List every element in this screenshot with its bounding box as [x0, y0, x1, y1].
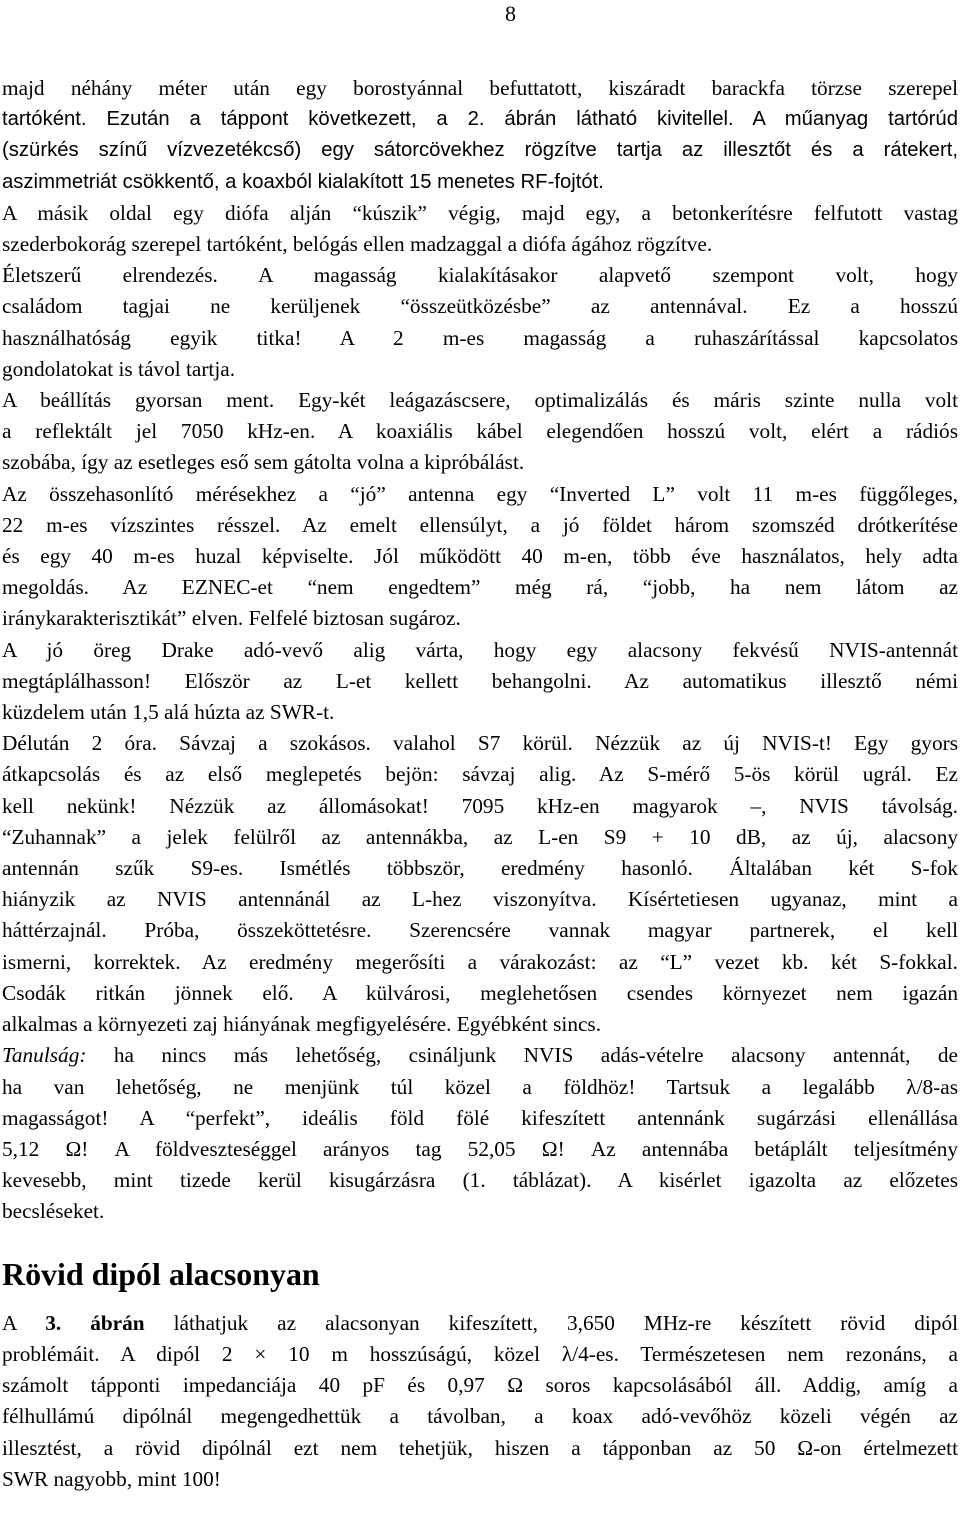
text-line: alkalmas a környezeti zaj hiányának megfigyelésére. Egyébként sincs.	[2, 1012, 602, 1037]
text-line: megoldás. Az EZNEC-et “nem engedtem” még rá, “jobb, ha nem látom az	[2, 575, 958, 600]
text-line: antennán szűk S9-es. Ismétlés többször, eredmény hasonló. Általában két S-fok	[2, 856, 958, 881]
text-line: tartóként. Ezután a táppont következett, a 2. ábrán látható kivitellel. A műanyag tartórúd	[2, 108, 958, 131]
text-line: A másik oldal egy diófa alján “kúszik” végig, majd egy, a betonkerítésre felfutott vastag	[2, 200, 958, 225]
text-line: “Zuhannak” a jelek felülről az antennákba, az L-en S9 + 10 dB, az új, alacsony	[2, 824, 958, 849]
paragraph-afternoon	[2, 728, 958, 1040]
text-line: szobába, így az esetleges eső sem gátolta volna a kipróbálást.	[2, 450, 525, 475]
text-line: 22 m-es vízszintes résszel. Az emelt ellensúlyt, a jó földet három szomszéd drótkerítése	[2, 512, 958, 537]
figure-ref-prefix: A	[2, 1310, 46, 1335]
text-line: ha van lehetőség, ne menjünk túl közel a földhöz! Tartsuk a legalább λ/8-as	[2, 1074, 958, 1099]
text-line: kevesebb, mint tizede kerül kisugárzásra (1. táblázat). A kisérlet igazolta az előzetes	[2, 1168, 958, 1193]
text-line: A beállítás gyorsan ment. Egy-két leágazáscsere, optimalizálás és máris szinte nulla volt	[2, 388, 958, 413]
text-line: Délután 2 óra. Sávzaj a szokásos. valahol S7 körül. Nézzük az új NVIS-t! Egy gyors	[2, 731, 958, 756]
paragraph-continuation	[2, 73, 958, 198]
text-line: kell nekünk! Nézzük az állomásokat! 7095 kHz-en magyarok –, NVIS távolság.	[2, 793, 958, 818]
paragraph-lesson	[2, 1040, 958, 1227]
text-line: ismerni, korrektek. Az eredmény megerősíti a várakozást: az “L” vezet kb. két S-fokkal.	[2, 949, 958, 974]
text-line	[2, 1040, 958, 1071]
text-line: és egy 40 m-es huzal képviselte. Jól működött 40 m-en, több éve használatos, hely adta	[2, 544, 958, 569]
text-line: A jó öreg Drake adó-vevő alig várta, hogy egy alacsony fekvésű NVIS-antennát	[2, 637, 958, 662]
text-line: illesztést, a rövid dipólnál ezt nem tehetjük, hiszen a tápponban az 50 Ω-on értelmezett	[2, 1435, 958, 1460]
text-line: hiányzik az NVIS antennánál az L-hez viszonyítva. Kísértetiesen ugyanaz, mint a	[2, 887, 958, 912]
text-line: szederbokorág szerepel tartóként, belógás ellen madzaggal a diófa ágához rögzítve.	[2, 232, 713, 257]
text-line: használhatóság egyik titka! A 2 m-es magasság a ruhaszárítással kapcsolatos	[2, 325, 958, 350]
text-line: küzdelem után 1,5 alá húzta az SWR-t.	[2, 700, 335, 725]
text-line: megtáplálhasson! Először az L-et kellett behangolni. Az automatikus illesztő némi	[2, 668, 958, 693]
text-line: családom tagjai ne kerüljenek “összeütközésbe” az antennával. Ez a hosszú	[2, 294, 958, 319]
document-body	[2, 73, 958, 1495]
text-line: Az összehasonlító mérésekhez a “jó” antenna egy “Inverted L” volt 11 m-es függőleges,	[2, 481, 958, 506]
text-line: háttérzajnál. Próba, összeköttetésre. Szerencsére vannak magyar partnerek, el kell	[2, 918, 958, 943]
text-line: Életszerű elrendezés. A magasság kialakításakor alapvető szempont volt, hogy	[2, 263, 958, 288]
text-line: iránykarakterisztikát” elven. Felfelé biztosan sugároz.	[2, 606, 461, 631]
text-line: aszimmetriát csökkentő, a koaxból kialakított 15 menetes RF-fojtót.	[2, 170, 604, 193]
figure-ref: 3. ábrán	[45, 1310, 145, 1335]
lesson-label: Tanulság:	[2, 1043, 87, 1068]
text-line: számolt tápponti impedanciája 40 pF és 0,97 Ω soros kapcsolásából áll. Addig, amíg a	[2, 1373, 958, 1398]
text-line	[2, 1308, 958, 1339]
text-line: gondolatokat is távol tartja.	[2, 356, 236, 381]
text-line: Csodák ritkán jönnek elő. A külvárosi, meglehetősen csendes környezet nem igazán	[2, 980, 958, 1005]
page-number: 8	[505, 1, 516, 26]
text-line: magasságot! A “perfekt”, ideális föld fölé kifeszített antennánk sugárzási ellenállása	[2, 1105, 958, 1130]
text-line: a reflektált jel 7050 kHz-en. A koaxiális kábel elegendően hosszú volt, elért a rádiós	[2, 419, 958, 444]
text-line: problémáit. A dipól 2 × 10 m hosszúságú, közel λ/4-es. Természetesen nem rezonáns, a	[2, 1341, 958, 1366]
lesson-first-line-text: ha nincs más lehetőség, csináljunk NVIS adás-vételre alacsony antennát, de	[86, 1043, 958, 1068]
heading-spacer	[2, 1290, 958, 1308]
text-line: félhullámú dipólnál megengedhettük a távolban, a koax adó-vevőhöz közeli végén az	[2, 1404, 958, 1429]
section-heading: Rövid dipól alacsonyan	[2, 1256, 320, 1292]
paragraph-comparison	[2, 479, 958, 635]
text-line: 5,12 Ω! A földveszteséggel arányos tag 52,05 Ω! Az antennába betáplált teljesítmény	[2, 1136, 958, 1161]
paragraph-short-dipole	[2, 1308, 958, 1495]
short-dipole-first-line-text: láthatjuk az alacsonyan kifeszített, 3,650 MHz-re készített rövid dipól	[144, 1310, 959, 1335]
text-line: átkapcsolás és az első meglepetés bejön: sávzaj alig. Az S-mérő 5-ös körül ugrál. Ez	[2, 762, 958, 787]
paragraph-drake	[2, 635, 958, 729]
section-spacer	[2, 1228, 958, 1259]
paragraph-other-side	[2, 198, 958, 385]
text-line: becsléseket.	[2, 1199, 105, 1224]
text-line: majd néhány méter után egy borostyánnal befuttatott, kiszáradt barackfa törzse szerepel	[2, 76, 958, 100]
paragraph-tuning	[2, 385, 958, 479]
text-line: (szürkés színű vízvezetékcső) egy sátorcövekhez rögzítve tartja az illesztőt és a rátekert,	[2, 139, 958, 162]
text-line: SWR nagyobb, mint 100!	[2, 1466, 221, 1491]
